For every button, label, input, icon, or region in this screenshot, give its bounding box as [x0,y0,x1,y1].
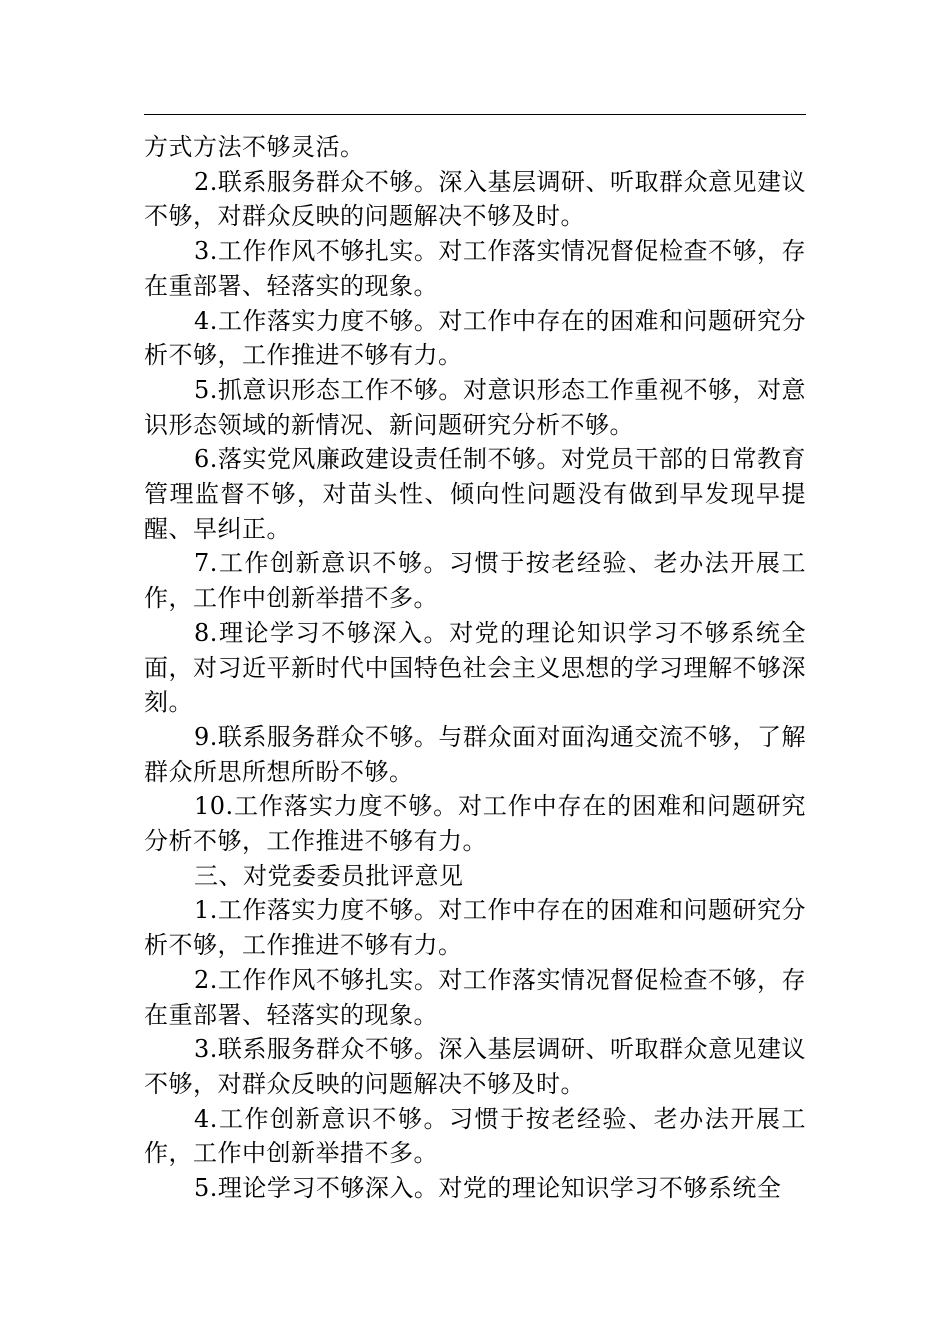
header-rule [144,114,806,115]
document-body [144,130,806,1206]
paragraph-continuation: 方式方法不够灵活。 [144,133,365,161]
paragraph-item: 3.联系服务群众不够。深入基层调研、听取群众意见建议不够，对群众反映的问题解决不够及时。 [144,1035,806,1098]
section-heading: 三、对党委委员批评意见 [194,861,464,890]
paragraph-item: 4.工作创新意识不够。习惯于按老经验、老办法开展工作，工作中创新举措不多。 [144,1104,806,1168]
paragraph-item: 2.工作作风不够扎实。对工作落实情况督促检查不够，存在重部署、轻落实的现象。 [144,965,806,1029]
paragraph-item: 4.工作落实力度不够。对工作中存在的困难和问题研究分析不够，工作推进不够有力。 [144,306,806,370]
paragraph-item: 2.联系服务群众不够。深入基层调研、听取群众意见建议不够，对群众反映的问题解决不够及时。 [144,167,806,231]
paragraph-item: 10.工作落实力度不够。对工作中存在的困难和问题研究分析不够，工作推进不够有力。 [144,792,806,856]
paragraph-item: 5.理论学习不够深入。对党的理论知识学习不够系统全 [194,1174,782,1203]
paragraph-item: 8.理论学习不够深入。对党的理论知识学习不够系统全面，对习近平新时代中国特色社会主义思想的学习理解不够深刻。 [144,618,806,717]
paragraph-item: 1.工作落实力度不够。对工作中存在的困难和问题研究分析不够，工作推进不够有力。 [144,896,806,960]
paragraph-item: 3.工作作风不够扎实。对工作落实情况督促检查不够，存在重部署、轻落实的现象。 [144,237,806,300]
paragraph-item: 9.联系服务群众不够。与群众面对面沟通交流不够，了解群众所思所想所盼不够。 [144,722,806,786]
paragraph-item: 5.抓意识形态工作不够。对意识形态工作重视不够，对意识形态领域的新情况、新问题研究分析不够。 [144,375,806,439]
paragraph-item: 6.落实党风廉政建设责任制不够。对党员干部的日常教育管理监督不够，对苗头性、倾向性问题没有做到早发现早提醒、早纠正。 [144,445,806,543]
paragraph-item: 7.工作创新意识不够。习惯于按老经验、老办法开展工作，工作中创新举措不多。 [144,549,806,613]
